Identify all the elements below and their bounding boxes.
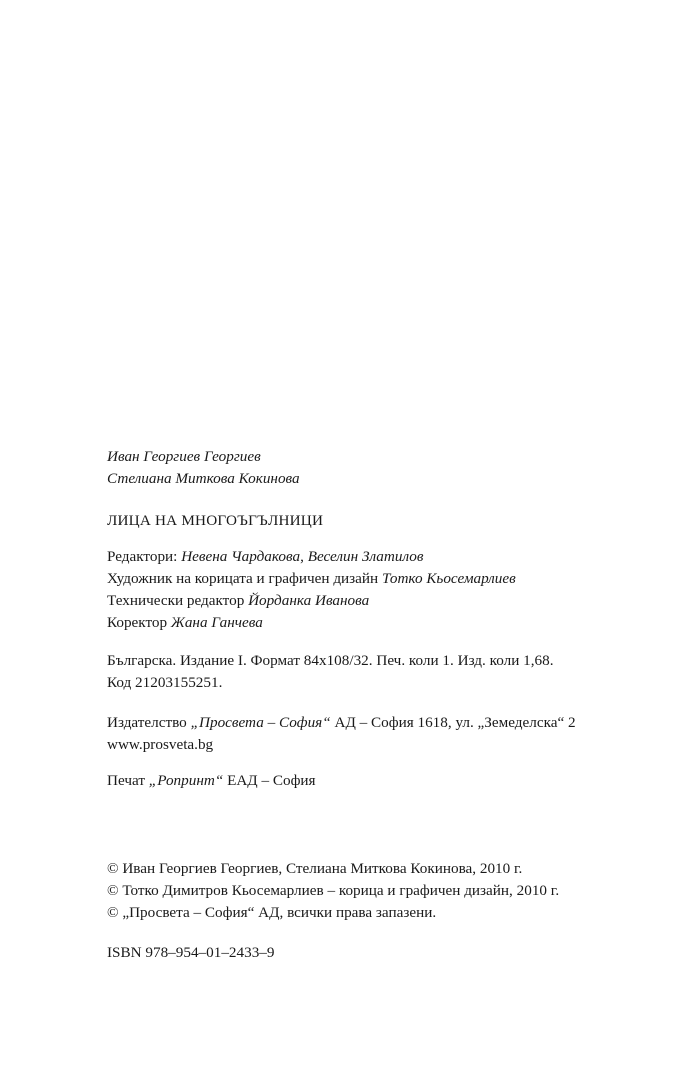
isbn-block <box>107 942 275 964</box>
author-name: Иван Георгиев Георгиев <box>107 448 261 465</box>
printer-name: „Ропринт“ <box>148 772 224 789</box>
artist-line <box>107 568 516 590</box>
book-title-block <box>107 510 323 532</box>
printer-block <box>107 770 316 792</box>
publisher-label: Издателство <box>107 714 191 731</box>
proofreader-label: Коректор <box>107 614 171 631</box>
printer-label: Печат <box>107 772 149 789</box>
tech-editor-name: Йорданка Иванова <box>248 592 370 609</box>
editor-name: Невена Чардакова <box>181 548 301 565</box>
copyright-line: © Тотко Димитров Кьосемарлиев – корица и графичен дизайн, 2010 г. <box>107 882 560 899</box>
publisher-line <box>107 712 576 734</box>
printer-details: ЕАД – София <box>223 772 316 789</box>
publisher-details: АД – София 1618, ул. „Земеделска“ 2 <box>330 714 576 731</box>
editors-label: Редактори: <box>107 548 182 565</box>
publisher-name: „Просвета – София“ <box>190 714 331 731</box>
copyright-line: © „Просвета – София“ АД, всички права запазени. <box>107 904 437 921</box>
editors-separator: , <box>300 548 308 565</box>
author-name: Стелиана Миткова Кокинова <box>107 470 300 487</box>
credits-block <box>107 546 516 634</box>
authors-block <box>107 446 300 490</box>
isbn: ISBN 978–954–01–2433–9 <box>107 944 275 961</box>
copyright-block <box>107 858 559 924</box>
editor-name: Веселин Златилов <box>307 548 424 565</box>
book-title: ЛИЦА НА МНОГОЪГЪЛНИЦИ <box>107 512 324 529</box>
publisher-website: www.prosveta.bg <box>107 736 214 753</box>
printer-line <box>107 770 316 792</box>
tech-editor-line <box>107 590 516 612</box>
proofreader-name: Жана Ганчева <box>170 614 263 631</box>
proofreader-line <box>107 612 516 634</box>
copyright-line: © Иван Георгиев Георгиев, Стелиана Миткова Кокинова, 2010 г. <box>107 860 523 877</box>
edition-code: Код 21203155251. <box>107 674 223 691</box>
artist-label: Художник на корицата и графичен дизайн <box>107 570 382 587</box>
editors-line <box>107 546 516 568</box>
edition-block <box>107 650 554 694</box>
tech-editor-label: Технически редактор <box>107 592 249 609</box>
publisher-block <box>107 712 576 756</box>
edition-details: Българска. Издание I. Формат 84х108/32. Печ. коли 1. Изд. коли 1,68. <box>107 652 554 669</box>
artist-name: Тотко Кьосемарлиев <box>381 570 516 587</box>
